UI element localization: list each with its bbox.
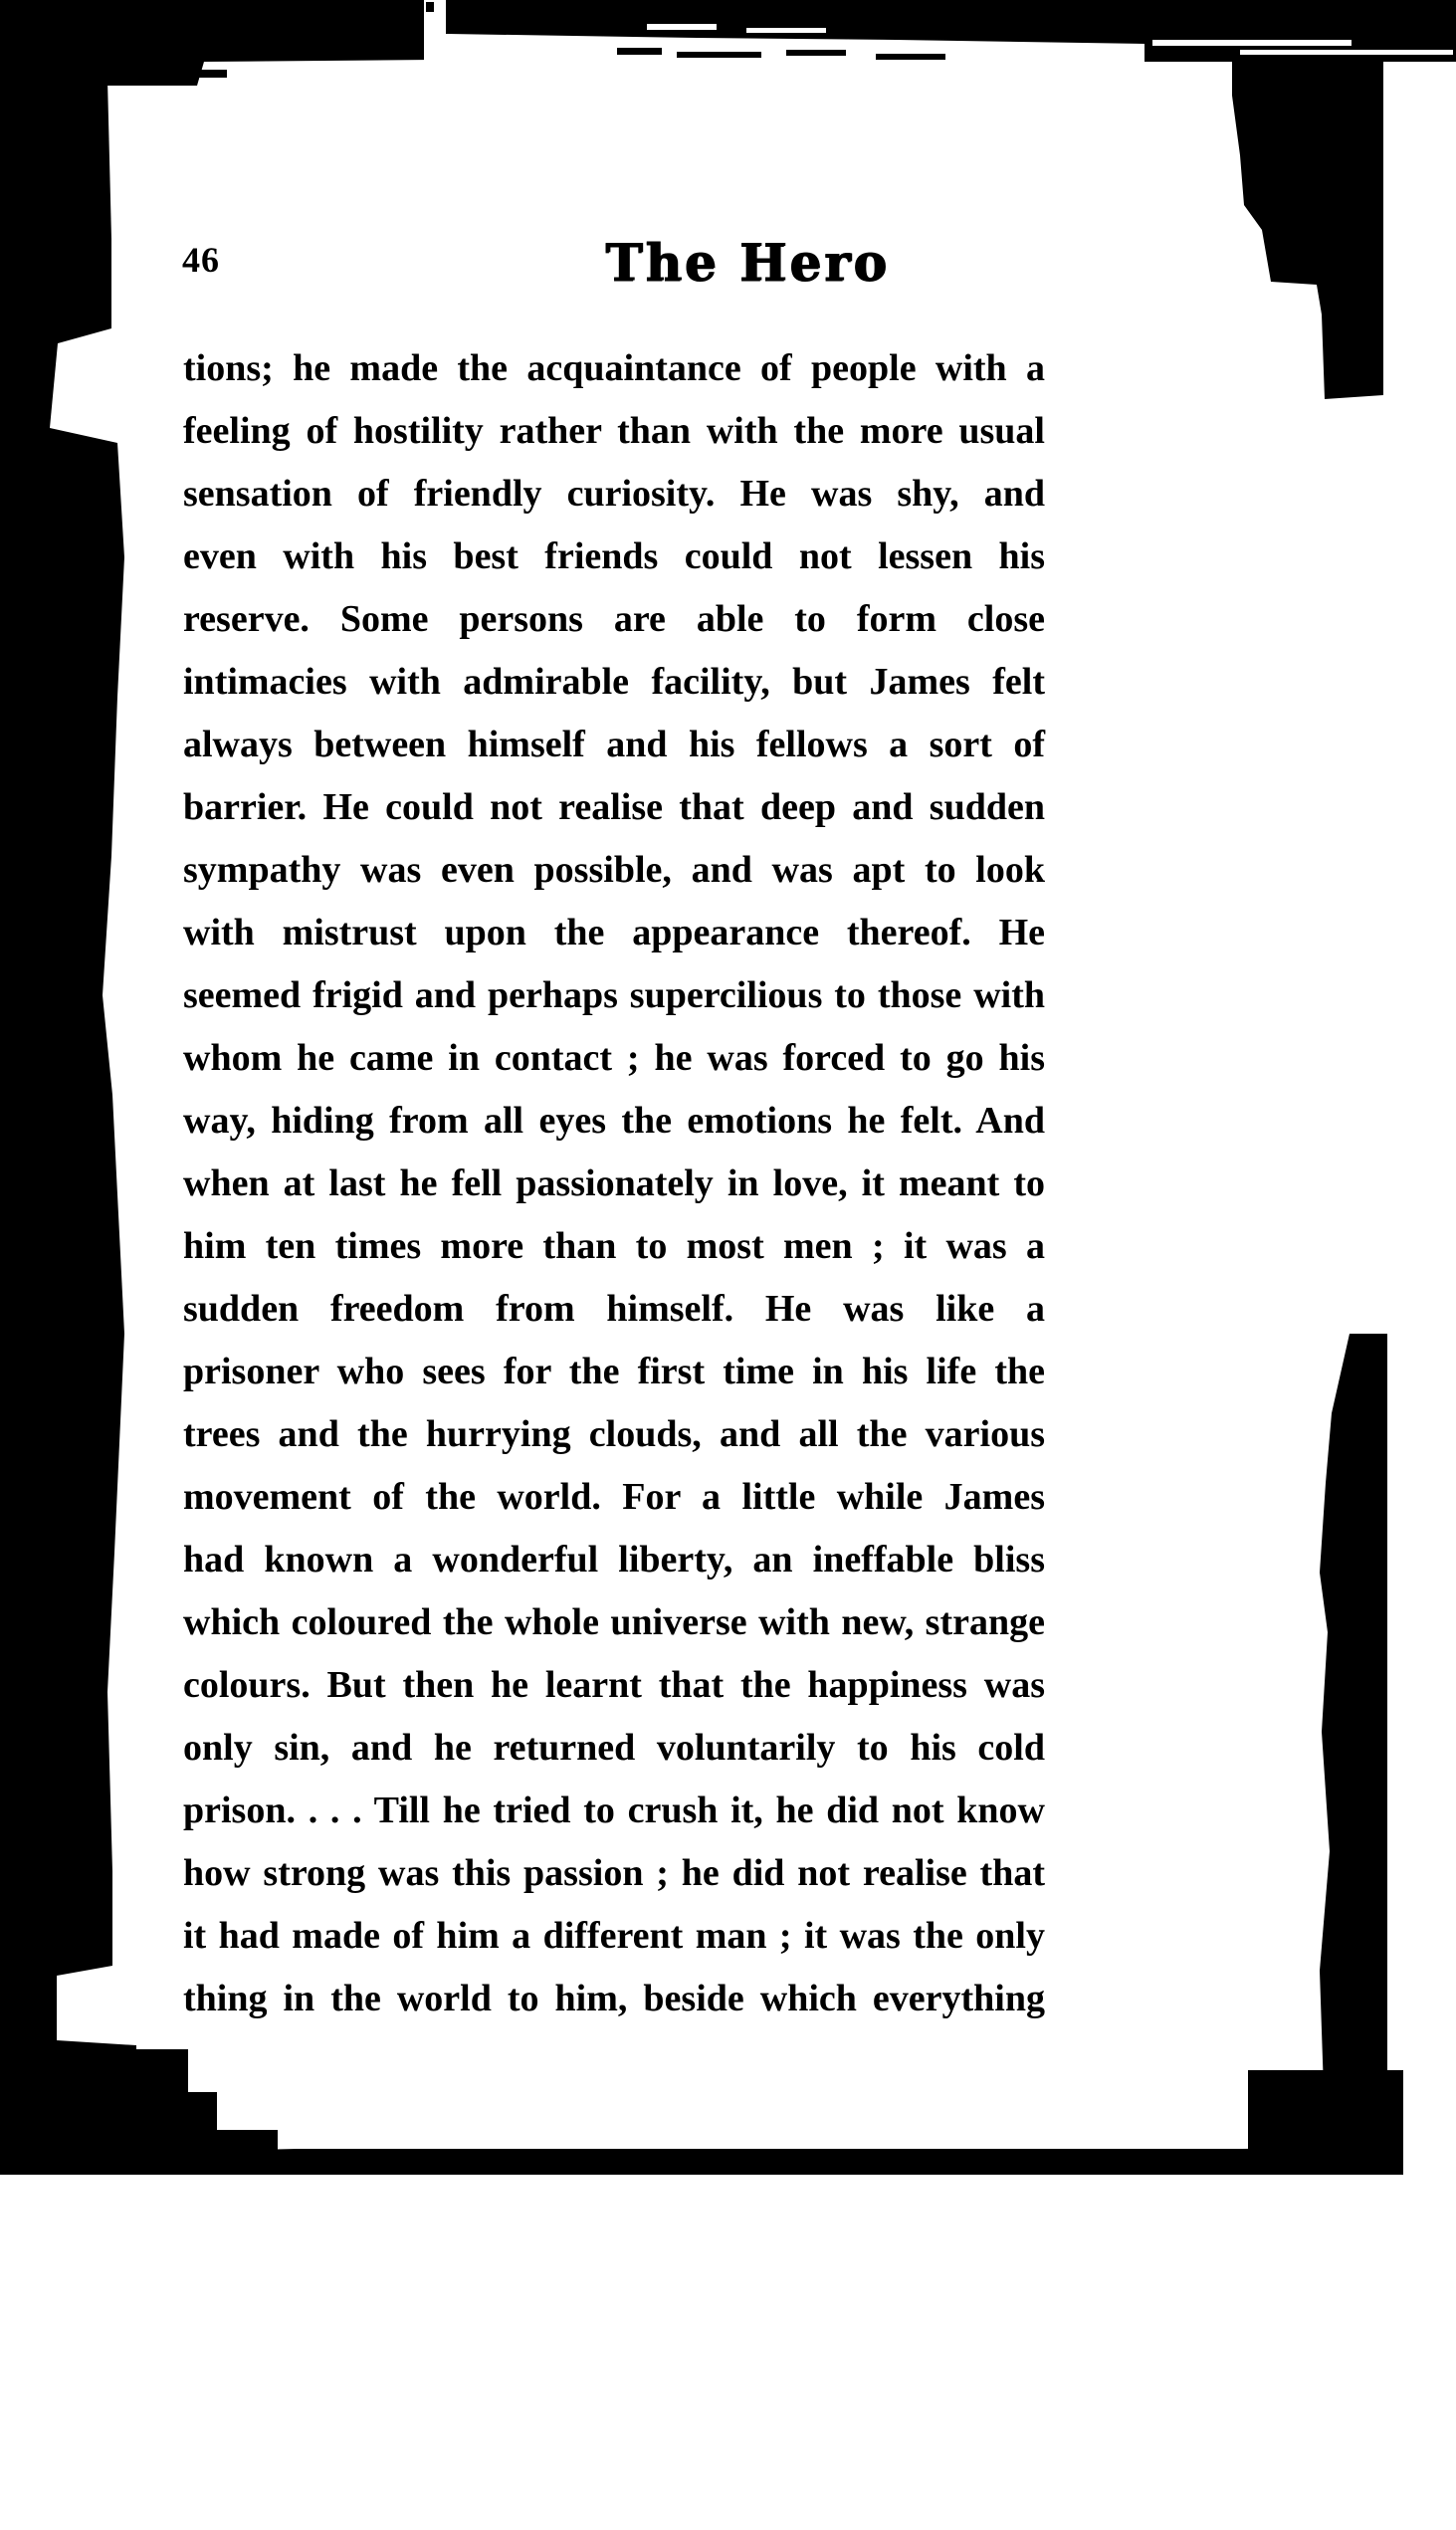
text-line: barrier. He could not realise that deep and sudden [183, 786, 1045, 828]
scan-ghost-mark-1 [647, 24, 717, 30]
text-line: trees and the hurrying clouds, and all the various [183, 1413, 1045, 1455]
text-line: tions; he made the acquaintance of people with a [183, 347, 1045, 389]
text-line: sympathy was even possible, and was apt to look [183, 849, 1045, 891]
text-line: even with his best friends could not lessen his [183, 535, 1045, 577]
text-line: how strong was this passion ; he did not realise that [183, 1852, 1045, 1894]
text-line: with mistrust upon the appearance thereof. He [183, 912, 1045, 953]
text-line: thing in the world to him, beside which everything [183, 1978, 1045, 2019]
scan-dash-2 [677, 52, 761, 58]
scan-white-streak-1 [1152, 40, 1352, 46]
text-line: way, hiding from all eyes the emotions he felt. And [183, 1100, 1045, 1142]
text-line: when at last he fell passionately in love, it meant to [183, 1162, 1045, 1204]
running-title: The Hero [605, 232, 890, 293]
text-line: seemed frigid and perhaps supercilious to those with [183, 974, 1045, 1016]
page-number: 46 [182, 240, 220, 280]
scan-dash-1 [617, 48, 662, 55]
scan-border-right-column [1320, 1334, 1389, 2175]
scan-white-streak-2 [1240, 50, 1453, 55]
text-line: him ten times more than to most men ; it was a [183, 1225, 1045, 1267]
scan-ghost-mark-2 [746, 28, 826, 33]
text-line: movement of the world. For a little while James [183, 1476, 1045, 1518]
text-line: always between himself and his fellows a sort of [183, 724, 1045, 765]
scan-border-bottom-band [48, 2147, 1403, 2175]
text-line: reserve. Some persons are able to form close [183, 598, 1045, 640]
text-line: it had made of him a different man ; it was the only [183, 1915, 1045, 1957]
text-line: prisoner who sees for the first time in his life the [183, 1351, 1045, 1392]
text-line: intimacies with admirable facility, but James felt [183, 661, 1045, 703]
text-line: prison. . . . Till he tried to crush it, he did not know [183, 1790, 1045, 1831]
text-line: feeling of hostility rather than with the more usual [183, 410, 1045, 452]
text-line: sensation of friendly curiosity. He was shy, and [183, 473, 1045, 515]
scan-border-right-top-blob [1232, 56, 1386, 399]
scan-dash-3 [786, 50, 846, 56]
text-line: whom he came in contact ; he was forced to go his [183, 1037, 1045, 1079]
text-line: had known a wonderful liberty, an ineffable bliss [183, 1539, 1045, 1581]
text-line: only sin, and he returned voluntarily to his cold [183, 1727, 1045, 1769]
body-text [183, 337, 1045, 2030]
text-line: which coloured the whole universe with new, strange [183, 1601, 1045, 1643]
scan-speck-1 [157, 70, 227, 78]
scan-dash-4 [876, 54, 945, 60]
text-line: sudden freedom from himself. He was like a [183, 1288, 1045, 1330]
text-line: colours. But then he learnt that the happiness was [183, 1664, 1045, 1706]
scan-slit-speck [426, 2, 434, 12]
